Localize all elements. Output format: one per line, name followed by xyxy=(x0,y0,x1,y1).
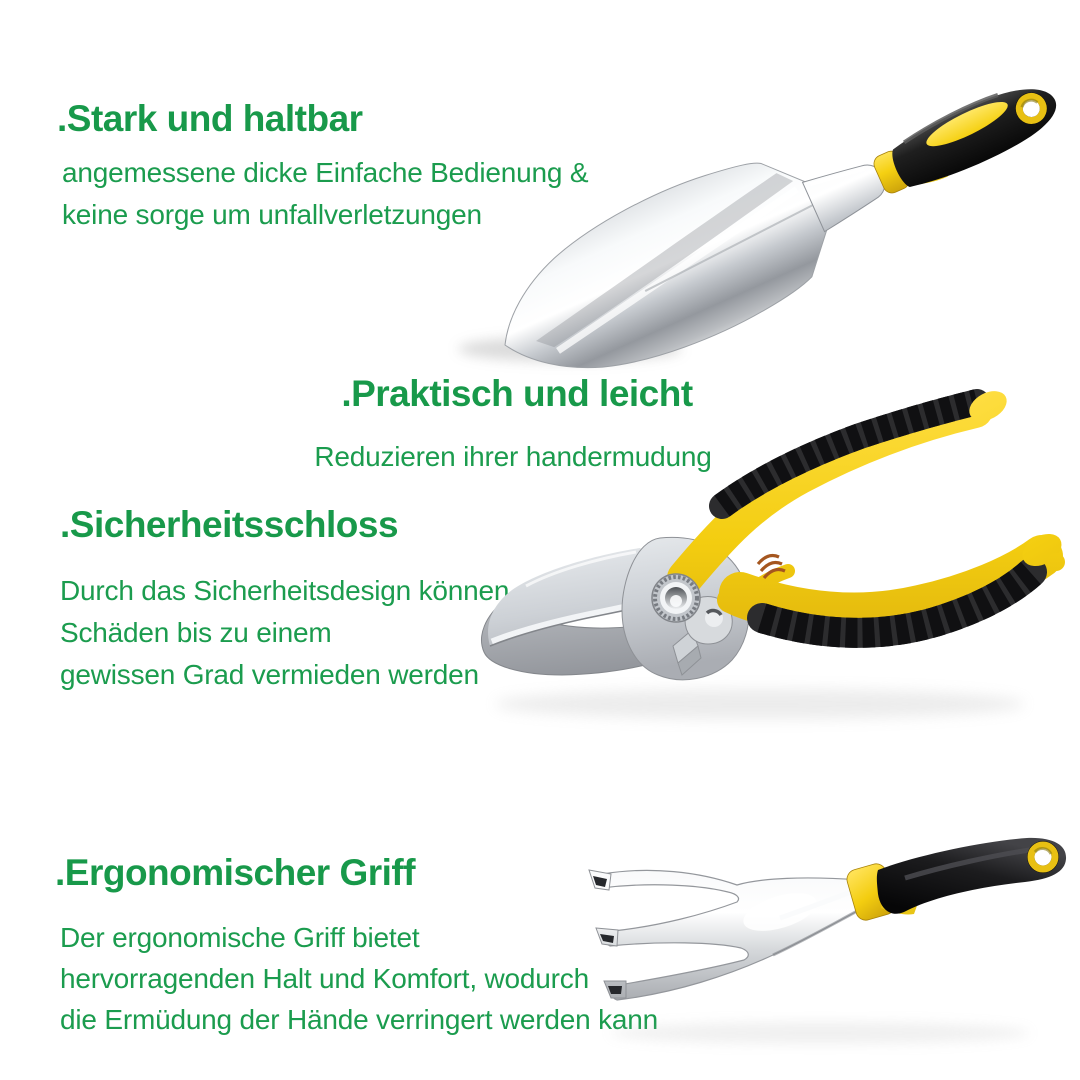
hand-fork-illustration xyxy=(565,828,1080,1063)
trowel-handle xyxy=(885,73,1066,195)
section-heading: .Praktisch und leicht xyxy=(341,373,693,414)
section-ergonomic xyxy=(55,851,415,895)
hand-fork xyxy=(589,838,1066,1000)
body-line: Durch das Sicherheitsdesign können xyxy=(60,575,510,606)
shears-lower-tip-curl xyxy=(1047,553,1065,571)
fork-shadow xyxy=(610,1022,1030,1044)
section-heading: .Stark und haltbar xyxy=(57,98,363,139)
section-heading: .Sicherheitsschloss xyxy=(60,504,399,545)
shears-shadow xyxy=(495,689,1025,719)
trowel-blade xyxy=(474,137,847,415)
fork-tines xyxy=(596,870,863,1000)
body-line: gewissen Grad vermieden werden xyxy=(60,659,479,690)
body-line: keine sorge um unfallverletzungen xyxy=(62,199,482,230)
garden-trowel-illustration xyxy=(440,52,1080,382)
garden-trowel-figure xyxy=(440,52,1080,382)
pruning-shears xyxy=(482,385,1068,680)
section-safety-lock xyxy=(60,503,398,547)
body-line: angemessene dicke Einfache Bedienung & xyxy=(62,157,589,188)
body-line: Der ergonomische Griff bietet xyxy=(60,922,420,953)
hand-fork-figure xyxy=(565,828,1080,1063)
pruning-shears-illustration xyxy=(430,378,1080,728)
body-line: hervorragenden Halt und Komfort, wodurch xyxy=(60,963,589,994)
section-durable xyxy=(57,97,363,141)
body-line: die Ermüdung der Hände verringert werden kann xyxy=(60,1004,659,1035)
section-heading: .Ergonomischer Griff xyxy=(55,852,416,893)
body-line: Schäden bis zu einem xyxy=(60,617,332,648)
shears-pivot-bore-light xyxy=(670,595,682,607)
garden-trowel xyxy=(474,30,1080,415)
body-line: Reduzieren ihrer handermudung xyxy=(314,441,712,472)
pruning-shears-figure xyxy=(430,378,1080,728)
